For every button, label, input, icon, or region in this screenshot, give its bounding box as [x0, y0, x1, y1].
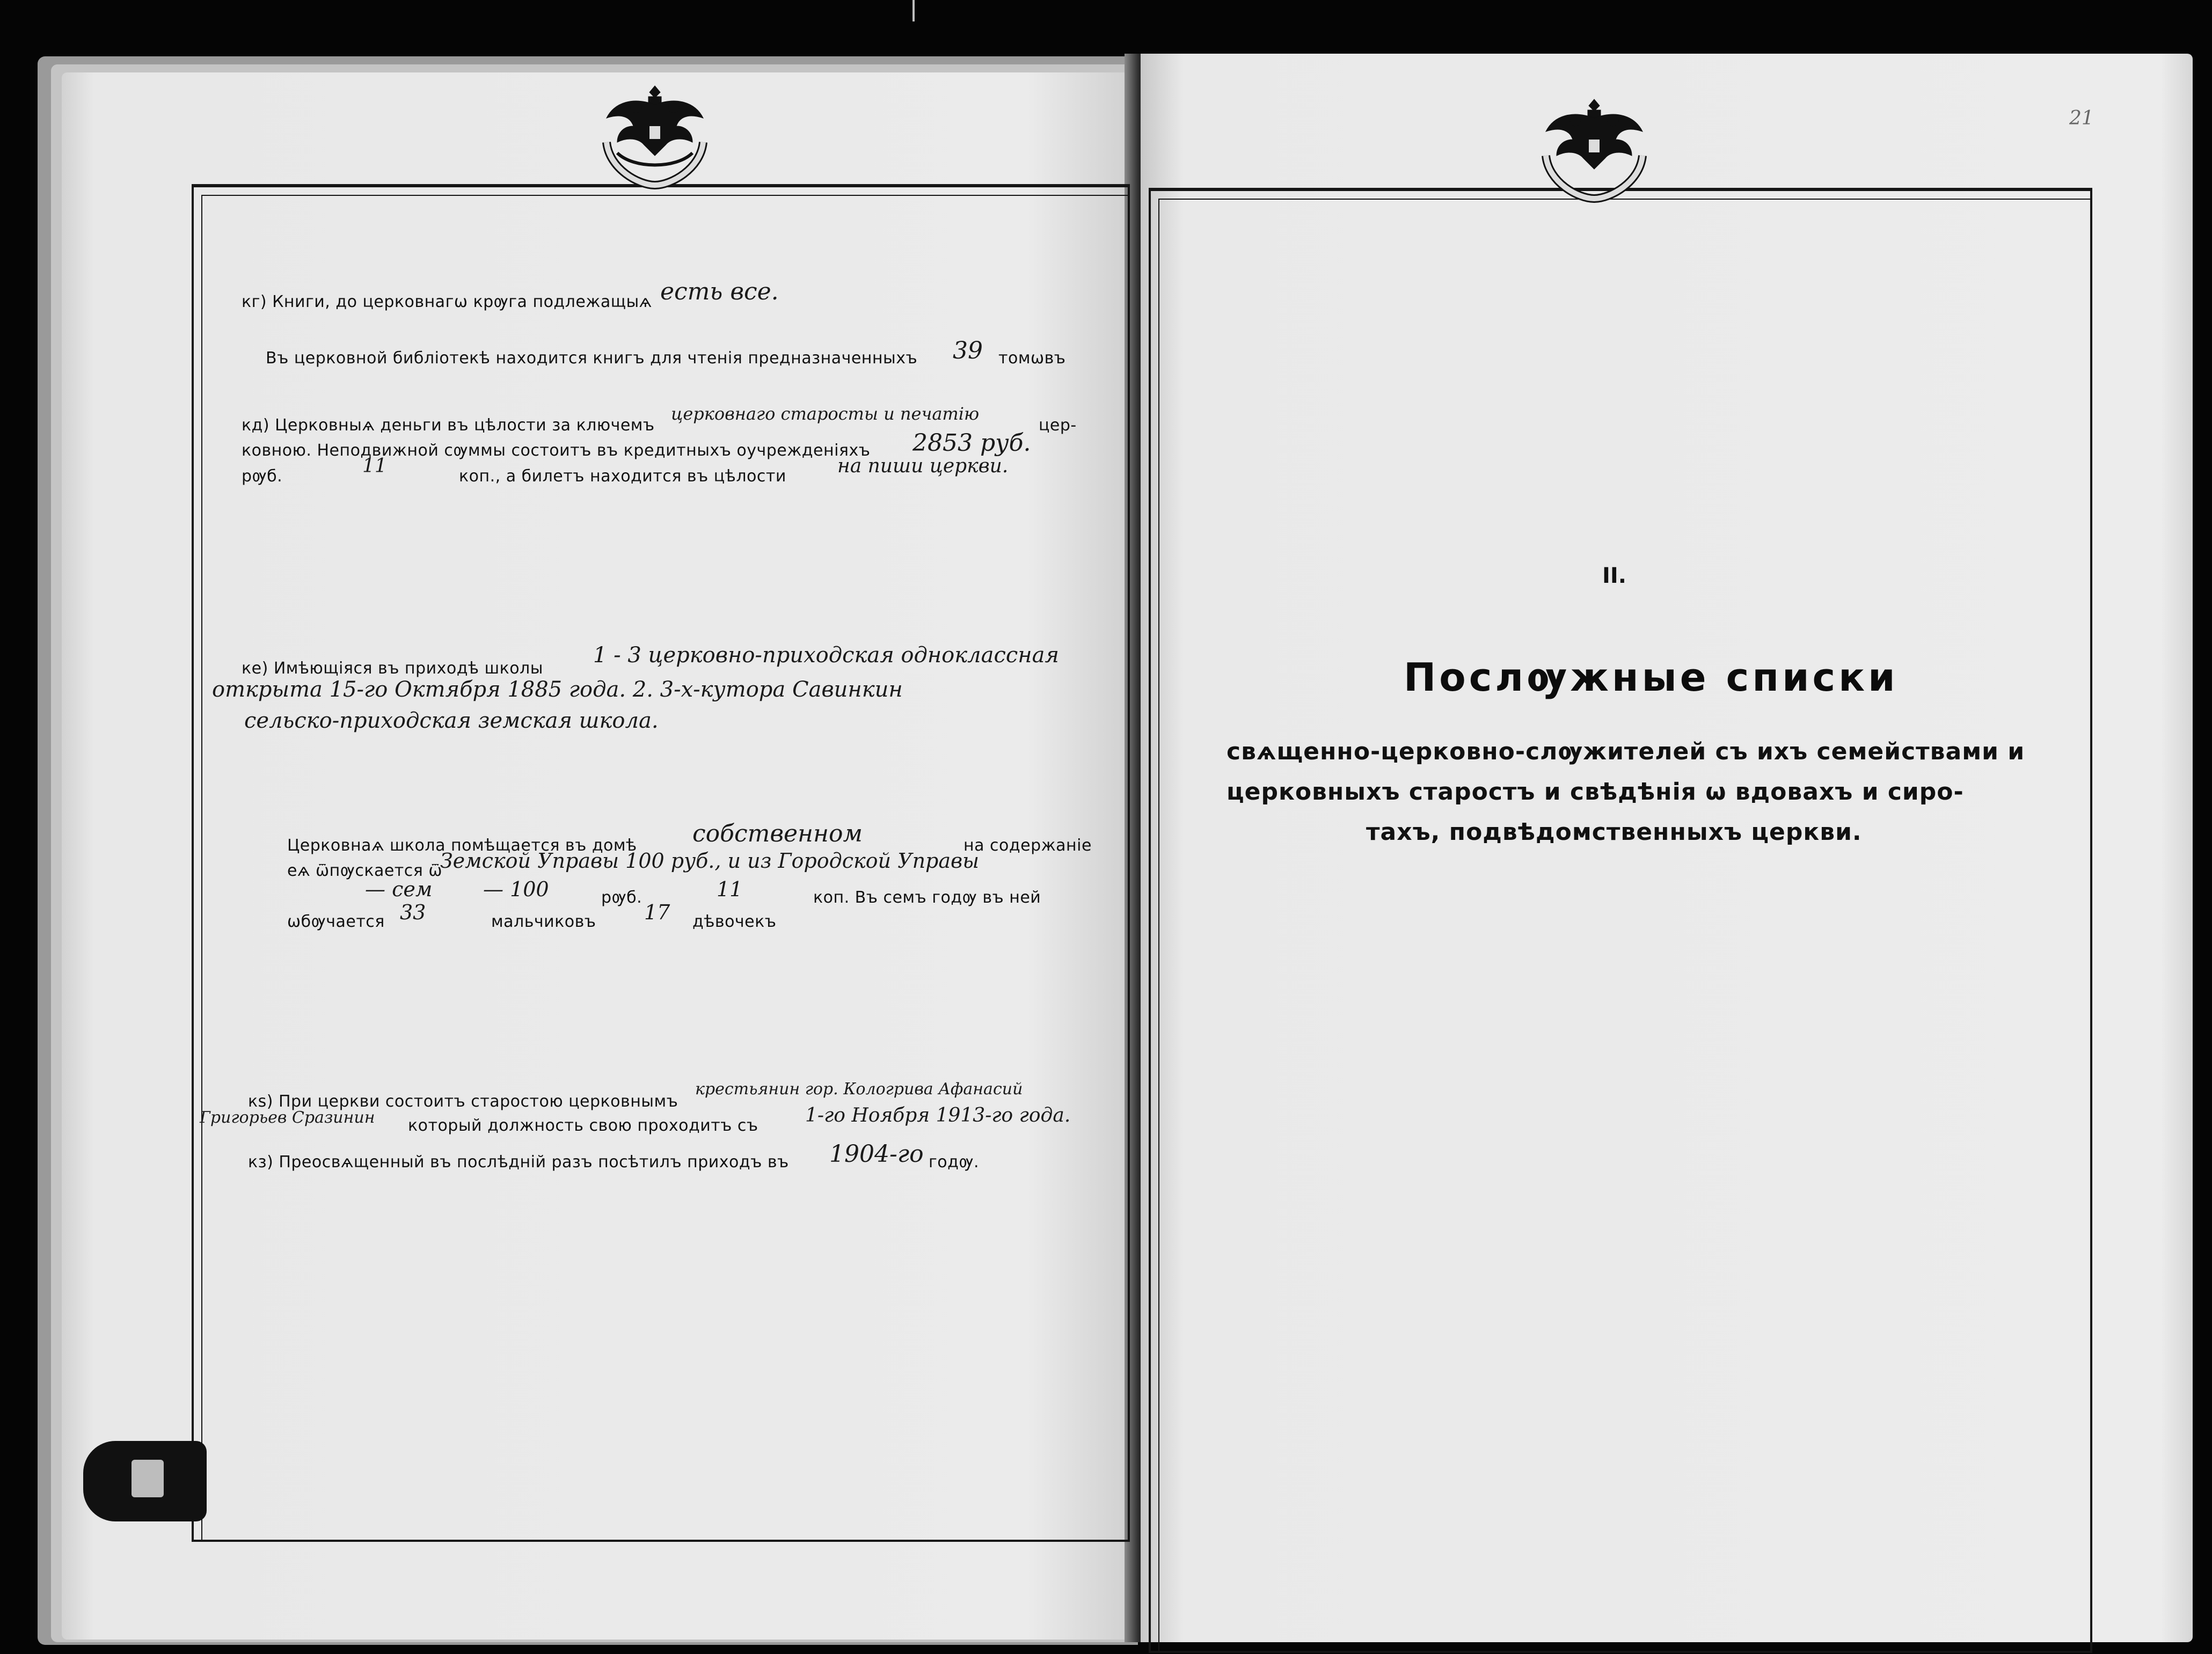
school-line4-c: дѣвочекъ [692, 912, 777, 931]
ke-hw2: открыта 15-го Октября 1885 года. 2. 3-х-кутора Савинкин [212, 677, 903, 702]
binding-tab-label [132, 1460, 164, 1497]
kz-line2-hw-b: 1-го Ноября 1913-го года. [805, 1104, 1071, 1126]
kd-line3-hw-a: 11 [362, 455, 387, 477]
kd-line2: ковною. Неподвижной сѹммы состоитъ въ кредитныхъ оучрежденіяхъ [242, 441, 871, 460]
kd-line3-hw-b: на пиши церкви. [837, 455, 1009, 477]
school-line4-b: мальчиковъ [491, 912, 596, 931]
kz-line2: который должность свою проходитъ съ [408, 1116, 758, 1135]
subtitle-line-2: церковныхъ старостъ и свѣдѣнія ѡ вдовахъ и сиро- [1227, 778, 1964, 806]
school-line3-b: коп. Въ семъ годѹ въ ней [813, 888, 1041, 907]
school-line1-hw: собственном [692, 820, 863, 847]
kz2-end: годѹ. [929, 1153, 980, 1172]
school-line3-hw-c: 11 [717, 877, 743, 901]
school-line4-hw-b: 17 [644, 901, 670, 924]
ke-hw1: 1 - 3 церковно-приходская одноклассная [593, 643, 1059, 668]
ke-printed: ке) Имѣющіяся въ приходѣ школы [242, 659, 543, 678]
kg-handwritten: есть все. [660, 278, 779, 305]
school-line4-hw-a: 33 [400, 901, 426, 924]
kg-printed: кг) Книги, до церковнагѡ крѹга подлежащыѧ [242, 292, 652, 311]
right-page-frame [1149, 188, 2092, 1653]
school-line1: Церковнаѧ школа помѣщается въ домѣ [287, 836, 637, 855]
school-line3-a: рѹб. [601, 888, 643, 907]
school-line3-hw-a: — сем [365, 877, 433, 901]
kd-line1-end: цер- [1039, 416, 1077, 435]
school-line1-end: на содержаніе [963, 836, 1092, 855]
school-line3-hw-b: — 100 [483, 877, 549, 901]
library-printed: Въ церковной библіотекѣ находится книгъ для чтенія предназначенныхъ [266, 349, 918, 368]
subtitle-line-3: тахъ, подвѣдомственныхъ церкви. [1366, 818, 1862, 846]
page-title: Послѹжные списки [1404, 655, 1899, 700]
page-number: 21 [2069, 107, 2094, 129]
subtitle-line-1: свѧщенно-церковно-слѹжителей съ ихъ семействами и [1227, 738, 2025, 765]
kd-line1-hw: церковнаго старосты и печатію [671, 404, 980, 424]
kd-line3-b: коп., а билетъ находится въ цѣлости [459, 467, 786, 486]
scan-mark [912, 0, 915, 21]
kd-line3-a: рѹб. [242, 467, 283, 486]
kd-line2-hw: 2853 руб. [912, 429, 1031, 457]
imperial-eagle-emblem-icon [1524, 89, 1664, 207]
imperial-eagle-emblem-icon [585, 75, 725, 193]
kz2-hw: 1904-го [829, 1140, 924, 1168]
kd-line1: кд) Церковныѧ деньги въ цѣлости за ключемъ [242, 416, 655, 435]
kz-line1-hw: крестьянин гор. Кологрива Афанасий [695, 1080, 1023, 1099]
library-handwritten: 39 [953, 337, 983, 364]
library-printed-end: томѡвъ [998, 349, 1066, 368]
school-line2-hw: Земской Управы 100 руб., и из Городской Управы [440, 849, 980, 873]
school-line4-a: ѡбѹчается [287, 912, 385, 931]
school-line2: еѧ ѿпѹскается ѿ [287, 861, 442, 880]
kz-line1: кѕ) При церкви состоитъ старостою церковнымъ [248, 1092, 678, 1111]
kz2-printed: кз) Преосвѧщенный въ послѣдній разъ посѣтилъ приходъ въ [248, 1153, 789, 1172]
ke-hw3: сельско-приходская земская школа. [244, 708, 659, 733]
kz-line2-hw: Григорьев Сразинин [200, 1108, 375, 1127]
section-number: II. [1602, 563, 1626, 588]
